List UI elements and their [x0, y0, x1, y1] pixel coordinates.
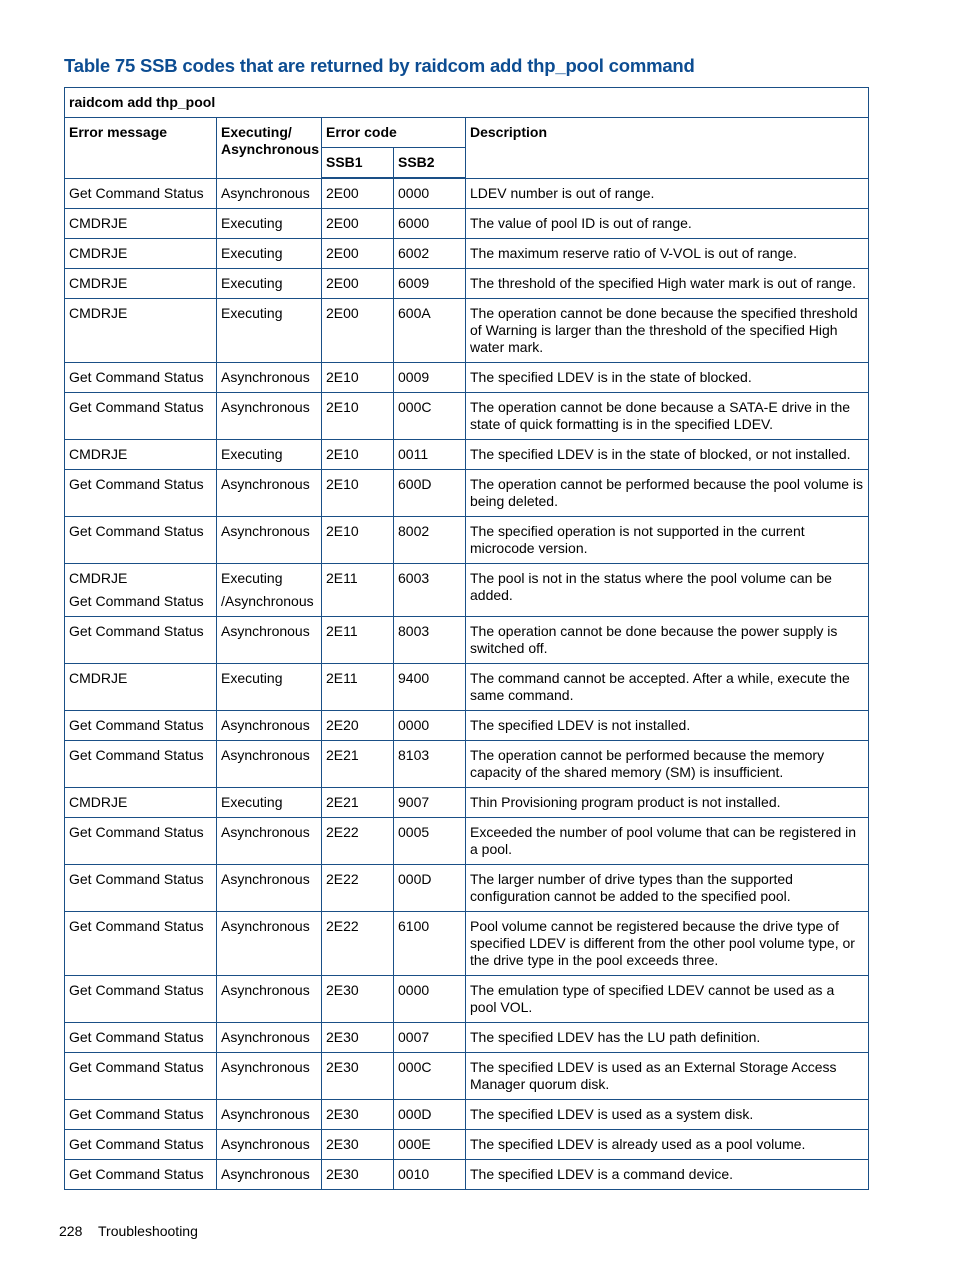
- cell-description: LDEV number is out of range.: [466, 178, 869, 209]
- error-message-text: Get Command Status: [69, 1106, 204, 1122]
- header-description: Description: [466, 118, 869, 179]
- cell-ssb1: 2E30: [322, 1100, 394, 1130]
- error-message-text: CMDRJE: [69, 305, 128, 321]
- cell-executing: [217, 393, 322, 440]
- executing-text: Asynchronous: [221, 982, 310, 998]
- cell-ssb2: 0010: [394, 1160, 466, 1190]
- cell-ssb1: 2E20: [322, 711, 394, 741]
- cell-error-message: [65, 440, 217, 470]
- header-error-code: Error code: [322, 118, 466, 148]
- cell-error-message: [65, 617, 217, 664]
- header-executing: Executing/ Asynchronous: [217, 118, 322, 179]
- cell-description: The specified LDEV is used as a system disk.: [466, 1100, 869, 1130]
- error-message-text: Get Command Status: [69, 1029, 204, 1045]
- table-row: [65, 664, 869, 711]
- cell-executing: [217, 1130, 322, 1160]
- cell-error-message: [65, 664, 217, 711]
- cell-ssb1: 2E30: [322, 1023, 394, 1053]
- table-row: [65, 564, 869, 617]
- cell-error-message: [65, 1160, 217, 1190]
- cell-ssb1: 2E30: [322, 1130, 394, 1160]
- ssb-codes-table: [64, 87, 869, 1190]
- table-row: [65, 865, 869, 912]
- executing-text: Asynchronous: [221, 871, 310, 887]
- cell-ssb2: 6009: [394, 269, 466, 299]
- cell-ssb2: 600A: [394, 299, 466, 363]
- table-body: [65, 178, 869, 1190]
- cell-executing: [217, 741, 322, 788]
- cell-description: The operation cannot be done because the power supply is switched off.: [466, 617, 869, 664]
- table-row: [65, 363, 869, 393]
- header-ssb2: SSB2: [394, 148, 466, 179]
- executing-text: Asynchronous: [221, 1136, 310, 1152]
- cell-description: The emulation type of specified LDEV cannot be used as a pool VOL.: [466, 976, 869, 1023]
- cell-ssb1: 2E10: [322, 517, 394, 564]
- cell-executing: [217, 517, 322, 564]
- executing-text: Executing: [221, 215, 283, 231]
- cell-executing: [217, 209, 322, 239]
- executing-text: Asynchronous: [221, 1029, 310, 1045]
- table-row: [65, 393, 869, 440]
- cell-ssb2: 000E: [394, 1130, 466, 1160]
- cell-ssb1: 2E11: [322, 564, 394, 617]
- table-row: [65, 440, 869, 470]
- cell-description: The threshold of the specified High water mark is out of range.: [466, 269, 869, 299]
- cell-ssb2: 000C: [394, 1053, 466, 1100]
- cell-description: Thin Provisioning program product is not installed.: [466, 788, 869, 818]
- error-message-text: CMDRJE: [69, 670, 128, 686]
- cell-executing: [217, 1160, 322, 1190]
- cell-description: The specified LDEV is in the state of blocked, or not installed.: [466, 440, 869, 470]
- cell-description: The operation cannot be performed because the pool volume is being deleted.: [466, 470, 869, 517]
- cell-description: The operation cannot be done because the specified threshold of Warning is larger than the threshold of the specified High water mark.: [466, 299, 869, 363]
- cell-description: The value of pool ID is out of range.: [466, 209, 869, 239]
- table-row: [65, 470, 869, 517]
- error-message-text: CMDRJE: [69, 245, 128, 261]
- table-row: [65, 711, 869, 741]
- cell-ssb1: 2E21: [322, 788, 394, 818]
- cell-error-message: [65, 912, 217, 976]
- cell-error-message: [65, 1130, 217, 1160]
- cell-ssb1: 2E10: [322, 470, 394, 517]
- table-row: [65, 976, 869, 1023]
- cell-executing: [217, 788, 322, 818]
- cell-executing: [217, 239, 322, 269]
- executing-text: Asynchronous: [221, 523, 310, 539]
- executing-text: Executing: [221, 275, 283, 291]
- page-number: 228: [59, 1223, 83, 1239]
- cell-description: The specified operation is not supported in the current microcode version.: [466, 517, 869, 564]
- error-message-text: Get Command Status: [69, 1059, 204, 1075]
- executing-text: Executing: [221, 794, 283, 810]
- error-message-text: CMDRJE: [69, 794, 128, 810]
- cell-ssb1: 2E30: [322, 1053, 394, 1100]
- executing-text: Asynchronous: [221, 623, 310, 639]
- cell-error-message: [65, 209, 217, 239]
- cell-ssb1: 2E22: [322, 912, 394, 976]
- cell-ssb1: 2E00: [322, 239, 394, 269]
- cell-error-message: [65, 178, 217, 209]
- error-message-text: Get Command Status: [69, 523, 204, 539]
- executing-text: Executing: [221, 245, 283, 261]
- cell-description: The specified LDEV is used as an External Storage Access Manager quorum disk.: [466, 1053, 869, 1100]
- cell-ssb2: 0005: [394, 818, 466, 865]
- cell-executing: [217, 269, 322, 299]
- cell-ssb1: 2E10: [322, 440, 394, 470]
- table-row: [65, 1100, 869, 1130]
- cell-ssb2: 0009: [394, 363, 466, 393]
- cell-ssb2: 0007: [394, 1023, 466, 1053]
- cell-ssb1: 2E00: [322, 209, 394, 239]
- error-message-text: CMDRJE: [69, 275, 128, 291]
- cell-executing: [217, 664, 322, 711]
- cell-executing: [217, 711, 322, 741]
- cell-error-message: [65, 865, 217, 912]
- cell-ssb2: 000D: [394, 865, 466, 912]
- error-message-text: Get Command Status: [69, 1136, 204, 1152]
- cell-description: The operation cannot be performed because the memory capacity of the shared memory (SM) is insufficient.: [466, 741, 869, 788]
- cell-executing: [217, 299, 322, 363]
- section-name: Troubleshooting: [98, 1223, 198, 1239]
- table-caption-row: raidcom add thp_pool: [65, 88, 869, 118]
- cell-description: The operation cannot be done because a SATA-E drive in the state of quick formatting is in the specified LDEV.: [466, 393, 869, 440]
- cell-executing: [217, 1100, 322, 1130]
- table-row: [65, 1023, 869, 1053]
- table-row: [65, 912, 869, 976]
- error-message-text: Get Command Status: [69, 623, 204, 639]
- cell-ssb2: 9400: [394, 664, 466, 711]
- table-row: [65, 239, 869, 269]
- cell-executing: [217, 1053, 322, 1100]
- cell-executing: [217, 564, 322, 617]
- cell-ssb2: 9007: [394, 788, 466, 818]
- cell-ssb1: 2E00: [322, 299, 394, 363]
- cell-ssb2: 000D: [394, 1100, 466, 1130]
- cell-error-message: [65, 711, 217, 741]
- cell-ssb2: 000C: [394, 393, 466, 440]
- cell-executing: [217, 976, 322, 1023]
- error-message-text: Get Command Status: [69, 184, 204, 201]
- error-message-text: CMDRJE: [69, 215, 128, 231]
- cell-error-message: [65, 741, 217, 788]
- cell-description: The specified LDEV is not installed.: [466, 711, 869, 741]
- error-message-text-2: Get Command Status: [69, 593, 204, 609]
- cell-executing: [217, 1023, 322, 1053]
- cell-ssb2: 6002: [394, 239, 466, 269]
- cell-ssb1: 2E30: [322, 976, 394, 1023]
- error-message-text: CMDRJE: [69, 446, 128, 462]
- cell-ssb1: 2E10: [322, 363, 394, 393]
- cell-description: The maximum reserve ratio of V-VOL is out of range.: [466, 239, 869, 269]
- cell-ssb1: 2E22: [322, 818, 394, 865]
- cell-error-message: [65, 239, 217, 269]
- cell-error-message: [65, 818, 217, 865]
- executing-text: Asynchronous: [221, 476, 310, 492]
- cell-error-message: [65, 564, 217, 617]
- table-title: Table 75 SSB codes that are returned by raidcom add thp_pool command: [64, 55, 695, 76]
- table-row: [65, 269, 869, 299]
- error-message-text: CMDRJE: [69, 570, 128, 586]
- cell-error-message: [65, 299, 217, 363]
- error-message-text: Get Command Status: [69, 982, 204, 998]
- cell-ssb2: 0011: [394, 440, 466, 470]
- cell-executing: [217, 865, 322, 912]
- executing-text: Asynchronous: [221, 184, 310, 201]
- error-message-text: Get Command Status: [69, 918, 204, 934]
- table-row: [65, 1130, 869, 1160]
- table-row: [65, 299, 869, 363]
- cell-error-message: [65, 393, 217, 440]
- cell-ssb1: 2E00: [322, 269, 394, 299]
- cell-error-message: [65, 788, 217, 818]
- executing-text: Asynchronous: [221, 1059, 310, 1075]
- error-message-text: Get Command Status: [69, 747, 204, 763]
- executing-text: Asynchronous: [221, 717, 310, 733]
- executing-text: Executing: [221, 305, 283, 321]
- cell-ssb1: 2E30: [322, 1160, 394, 1190]
- table-row: [65, 617, 869, 664]
- error-message-text: Get Command Status: [69, 399, 204, 415]
- executing-text: Asynchronous: [221, 1106, 310, 1122]
- cell-error-message: [65, 976, 217, 1023]
- executing-text: Executing: [221, 446, 283, 462]
- cell-description: The pool is not in the status where the pool volume can be added.: [466, 564, 869, 617]
- cell-ssb2: 0000: [394, 178, 466, 209]
- cell-description: The specified LDEV is in the state of blocked.: [466, 363, 869, 393]
- cell-ssb2: 8002: [394, 517, 466, 564]
- cell-ssb1: 2E00: [322, 178, 394, 209]
- error-message-text: Get Command Status: [69, 476, 204, 492]
- table-row: [65, 178, 869, 209]
- cell-error-message: [65, 470, 217, 517]
- cell-ssb1: 2E10: [322, 393, 394, 440]
- executing-text: Asynchronous: [221, 918, 310, 934]
- cell-error-message: [65, 1100, 217, 1130]
- executing-text: Asynchronous: [221, 399, 310, 415]
- cell-ssb1: 2E21: [322, 741, 394, 788]
- executing-text: Asynchronous: [221, 369, 310, 385]
- cell-ssb2: 8103: [394, 741, 466, 788]
- table-row: [65, 818, 869, 865]
- cell-ssb2: 6100: [394, 912, 466, 976]
- cell-ssb2: 6000: [394, 209, 466, 239]
- executing-text: Executing: [221, 670, 283, 686]
- cell-executing: [217, 178, 322, 209]
- cell-error-message: [65, 269, 217, 299]
- cell-error-message: [65, 1053, 217, 1100]
- table-row: [65, 1053, 869, 1100]
- cell-description: Pool volume cannot be registered because the drive type of specified LDEV is different from the other pool volume type, or the drive type in the pool exceeds three.: [466, 912, 869, 976]
- cell-error-message: [65, 1023, 217, 1053]
- cell-description: Exceeded the number of pool volume that can be registered in a pool.: [466, 818, 869, 865]
- error-message-text: Get Command Status: [69, 871, 204, 887]
- cell-executing: [217, 818, 322, 865]
- cell-executing: [217, 912, 322, 976]
- cell-ssb2: 600D: [394, 470, 466, 517]
- cell-executing: [217, 470, 322, 517]
- executing-text: Asynchronous: [221, 747, 310, 763]
- cell-ssb1: 2E22: [322, 865, 394, 912]
- cell-executing: [217, 440, 322, 470]
- header-error-message: Error message: [65, 118, 217, 179]
- cell-description: The specified LDEV has the LU path definition.: [466, 1023, 869, 1053]
- cell-description: The command cannot be accepted. After a while, execute the same command.: [466, 664, 869, 711]
- executing-text-2: /Asynchronous: [221, 593, 314, 609]
- table-row: [65, 741, 869, 788]
- cell-ssb2: 8003: [394, 617, 466, 664]
- cell-ssb2: 6003: [394, 564, 466, 617]
- cell-description: The specified LDEV is already used as a pool volume.: [466, 1130, 869, 1160]
- table-row: [65, 1160, 869, 1190]
- error-message-text: Get Command Status: [69, 369, 204, 385]
- cell-error-message: [65, 517, 217, 564]
- error-message-text: Get Command Status: [69, 717, 204, 733]
- cell-ssb1: 2E11: [322, 664, 394, 711]
- cell-description: The specified LDEV is a command device.: [466, 1160, 869, 1190]
- page-footer: [59, 1223, 198, 1239]
- error-message-text: Get Command Status: [69, 1166, 204, 1182]
- cell-executing: [217, 617, 322, 664]
- executing-text: Asynchronous: [221, 1166, 310, 1182]
- cell-ssb1: 2E11: [322, 617, 394, 664]
- error-message-text: Get Command Status: [69, 824, 204, 840]
- header-ssb1: SSB1: [322, 148, 394, 179]
- table-row: [65, 788, 869, 818]
- executing-text: Executing: [221, 570, 283, 586]
- cell-ssb2: 0000: [394, 976, 466, 1023]
- cell-executing: [217, 363, 322, 393]
- cell-ssb2: 0000: [394, 711, 466, 741]
- table-row: [65, 517, 869, 564]
- cell-error-message: [65, 363, 217, 393]
- table-row: [65, 209, 869, 239]
- executing-text: Asynchronous: [221, 824, 310, 840]
- cell-description: The larger number of drive types than the supported configuration cannot be added to the specified pool.: [466, 865, 869, 912]
